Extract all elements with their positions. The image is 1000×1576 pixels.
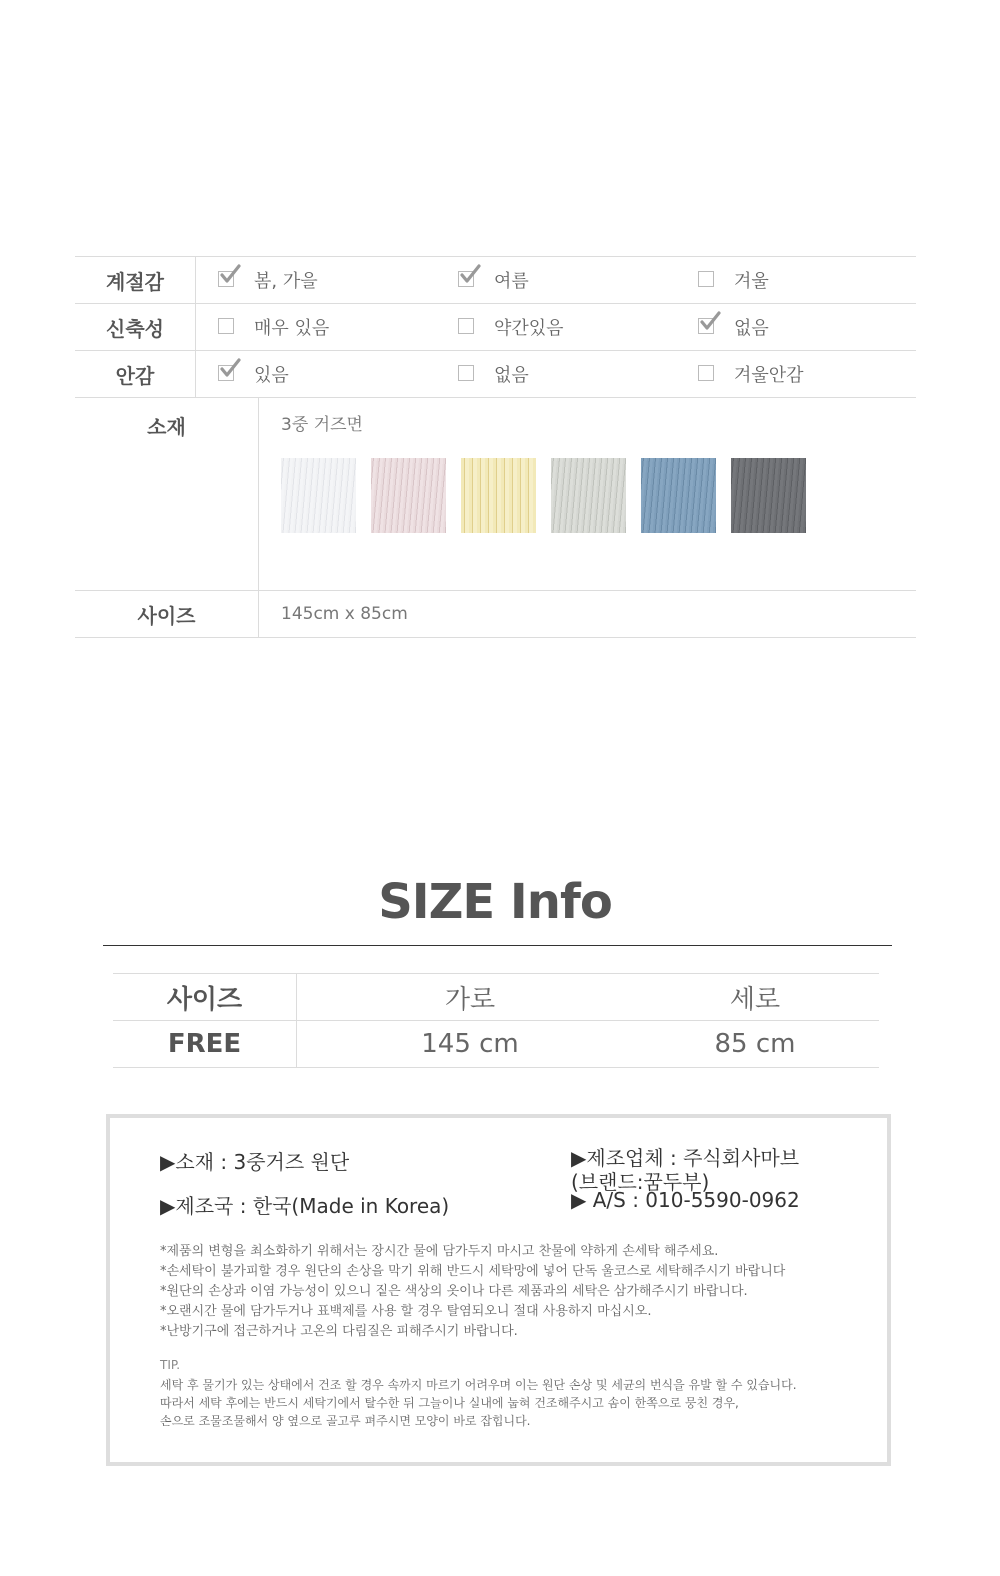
option-label: 없음 — [734, 318, 769, 339]
swatch-dark-grey — [731, 458, 806, 533]
table-cell: 85 cm — [714, 1029, 796, 1059]
spec-row-season — [75, 257, 916, 304]
tip-label: TIP. — [160, 1358, 181, 1372]
spec-option — [196, 257, 436, 303]
care-notes — [160, 1242, 785, 1342]
checkbox — [458, 365, 474, 381]
header-cell: 사이즈 — [113, 974, 297, 1020]
swatch-grey — [551, 458, 626, 533]
table-row — [113, 1021, 879, 1068]
checkbox — [698, 318, 714, 334]
care-note: *원단의 손상과 이염 가능성이 있으니 짙은 색상의 옷이나 다른 제품과의 세탁은 삼가해주시기 바랍니다. — [160, 1284, 748, 1299]
swatch-yellow — [461, 458, 536, 533]
spec-option — [436, 304, 676, 350]
info-maker: ▶제조업체 : 주식회사마브 — [571, 1146, 800, 1170]
spec-option — [196, 351, 436, 397]
tip-line: 세탁 후 물기가 있는 상태에서 건조 할 경우 속까지 마르기 어려우며 이는 원단 손상 및 세균의 번식을 유발 할 수 있습니다. — [160, 1378, 797, 1392]
tip-section — [160, 1356, 797, 1430]
care-note: *손세탁이 불가피할 경우 원단의 손상을 막기 위해 반드시 세탁망에 넣어 단독 울코스로 세탁해주시기 바랍니다 — [160, 1264, 786, 1279]
spec-option — [196, 304, 436, 350]
checkbox — [218, 271, 234, 287]
check-icon — [699, 311, 721, 333]
spec-label: 신축성 — [75, 304, 196, 350]
care-note: *제품의 변형을 최소화하기 위해서는 장시간 물에 담가두지 마시고 찬물에 약하게 손세탁 해주세요. — [160, 1244, 719, 1259]
spec-options — [196, 304, 916, 350]
size-value: 145cm x 85cm — [281, 604, 408, 624]
swatch-white — [281, 458, 356, 533]
spec-option — [436, 257, 676, 303]
checkbox — [698, 365, 714, 381]
material-value: 3중 거즈면 — [281, 415, 363, 435]
checkbox — [698, 271, 714, 287]
care-note: *난방기구에 접근하거나 고온의 다림질은 피해주시기 바랍니다. — [160, 1324, 518, 1339]
info-origin: ▶제조국 : 한국(Made in Korea) — [160, 1194, 450, 1218]
spec-row-lining — [75, 351, 916, 398]
spec-option — [676, 257, 916, 303]
option-label: 겨울안감 — [734, 365, 804, 386]
option-label: 여름 — [494, 271, 529, 292]
spec-options — [196, 351, 916, 397]
spec-option — [436, 351, 676, 397]
table-cell: 145 cm — [421, 1029, 519, 1059]
info-as: ▶ A/S : 010-5590-0962 — [571, 1188, 800, 1212]
divider — [103, 945, 892, 946]
size-info-title: SIZE Info — [378, 874, 612, 930]
header-cell: 가로 — [444, 984, 496, 1015]
care-note: *오랜시간 물에 담가두거나 표백제를 사용 할 경우 탈염되오니 절대 사용하지 마십시오. — [160, 1304, 652, 1319]
option-label: 있음 — [254, 365, 289, 386]
size-table — [113, 973, 879, 1068]
spec-table — [75, 256, 916, 638]
option-label: 약간있음 — [494, 318, 564, 339]
spec-label: 계절감 — [75, 257, 196, 303]
check-icon — [459, 264, 481, 286]
option-label: 봄, 가을 — [254, 271, 318, 292]
swatch-pink — [371, 458, 446, 533]
table-cell: FREE — [113, 1021, 297, 1067]
info-brand: (브랜드:꿈두부) — [571, 1170, 710, 1194]
material-cell — [259, 398, 916, 590]
spec-label: 사이즈 — [75, 591, 259, 637]
size-table-header — [113, 974, 879, 1021]
check-icon — [219, 358, 241, 380]
checkbox — [218, 365, 234, 381]
product-info-box — [106, 1114, 891, 1466]
fabric-swatches — [281, 458, 821, 533]
checkbox — [458, 271, 474, 287]
tip-line: 따라서 세탁 후에는 반드시 세탁기에서 탈수한 뒤 그늘이나 실내에 눕혀 건조해주시고 솜이 한쪽으로 뭉친 경우, — [160, 1396, 739, 1410]
check-icon — [219, 264, 241, 286]
spec-option — [676, 351, 916, 397]
option-label: 겨울 — [734, 271, 769, 292]
spec-label: 안감 — [75, 351, 196, 397]
checkbox — [458, 318, 474, 334]
spec-row-size — [75, 591, 916, 638]
option-label: 매우 있음 — [254, 318, 330, 339]
tip-line: 손으로 조물조물해서 양 옆으로 골고루 펴주시면 모양이 바로 잡힙니다. — [160, 1414, 531, 1428]
spec-options — [196, 257, 916, 303]
checkbox — [218, 318, 234, 334]
header-cell: 세로 — [729, 984, 781, 1015]
spec-label: 소재 — [75, 398, 259, 590]
spec-row-material — [75, 398, 916, 591]
spec-option — [676, 304, 916, 350]
spec-row-elasticity — [75, 304, 916, 351]
option-label: 없음 — [494, 365, 529, 386]
info-material: ▶소재 : 3중거즈 원단 — [160, 1150, 350, 1174]
swatch-blue — [641, 458, 716, 533]
